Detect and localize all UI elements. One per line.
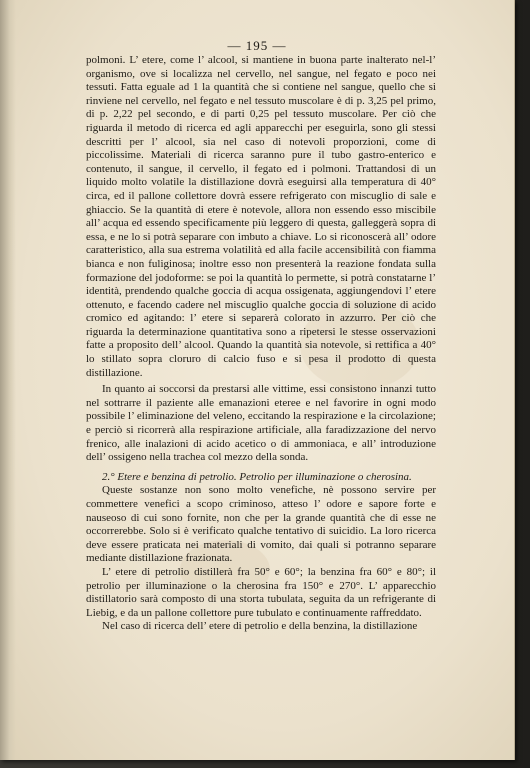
page-gutter	[0, 0, 16, 760]
paragraph: polmoni. L’ etere, come l’ alcool, si mantiene in buona parte inalterato nel-l’ organismo, ove si localizza nel cervello, nel sangue, nel fegato e poco nei tessuti. Fatta eguale ad 1 la quantità che si contiene nel sangue, quello che si rinviene nel cervello, nel fegato e nel tessuto muscolare è di p. 3,25 pel primo, di p. 2,22 pel secondo, e di parti 0,25 pel tessuto muscolare. Per ciò che riguarda il metodo di ricerca ed agli apparecchi per eseguirla, sono gli stessi descritti per l’ alcool, sia nel caso di notevoli proporzioni, come di piccolissime. Materiali di ricerca saranno pure il tubo gastro-enterico e contenuto, il sangue, il cervello, il fegato ed i polmoni. Trattandosi di un liquido molto volatile la distillazione dovrà eseguirsi alla temperatura di 40° circa, ed il pallone collettore dovrà essere refrigerato con miscuglio di sale e ghiaccio. Se la quantità di etere è notevole, allora non essendo esso miscibile all’ acqua ed essendo specificamente più leggero di questa, galleggerà sopra di essa, e ne lo si potrà separare con imbuto a chiave. Lo si riconoscerà all’ odore caratteristico, alla sua estrema volatilità ed alla facile accensibilità con fiamma bianca e non fuliginosa; inoltre esso non presenterà la reazione fondata sulla formazione del jodoforme: se poi la quantità lo permette, si potrà constatarne l’ identità, prendendo qualche goccia di acqua ossigenata, aggiungendovi l’ etere ottenuto, e facendo cadere nel miscuglio qualche goccia di soluzione di acido cromico ed agitando: l’ etere si separerà colorato in azzurro. Per ciò che riguarda la determinazione quantitativa sono a ripetersi le stesse osservazioni fatte a proposito dell’ alcool. Quando la quantità sia notevole, si rettifica a 40° lo stillato sopra cloruro di calcio fuso e si pesa il prodotto di questa distillazione.	[86, 54, 436, 379]
section-heading	[86, 471, 436, 485]
paragraph: In quanto ai soccorsi da prestarsi alle vittime, essi consistono innanzi tutto nel sottrarre il paziente alle emanazioni eteree e nel favorire in ogni modo possibile l’ eliminazione del veleno, eccitando la respirazione e la circolazione; e perciò si ricorrerà alla respirazione artificiale, alla faradizzazione del nervo frenico, alle inalazioni di acido acetico o di ammoniaca, e all’ introduzione dell’ ossigeno nella trachea col mezzo della sonda.	[86, 383, 436, 464]
paragraph: Queste sostanze non sono molto venefiche, nè possono servire per commettere venefici a scopo criminoso, atteso l’ odore e sapore forte e nauseoso di cui sono fornite, non che per la grande quantità che di esse ne occorrerebbe. Solo si è verificato qualche tentativo di suicidio. La loro ricerca deve essere praticata nei materiali di vomito, dai quali si potranno separare mediante distillazione frazionata.	[86, 484, 436, 565]
body-text	[86, 54, 436, 634]
paragraph: Nel caso di ricerca dell’ etere di petrolio e della benzina, la distillazione	[102, 620, 418, 633]
paragraph: L’ etere di petrolio distillerà fra 50° e 60°; la benzina fra 60° e 80°; il petrolio per illuminazione o la cherosina fra 150° e 270°. L’ apparecchio distillatorio sarà composto di una storta tubulata, seguita da un refrigerante di Liebig, e da un pallone collettore pure tubulato e continuamente raffreddato.	[86, 565, 436, 619]
page-number: — 195 —	[227, 38, 287, 53]
section-title: 2.° Etere e benzina di petrolio. Petrolio per illuminazione o cherosina.	[102, 470, 412, 483]
